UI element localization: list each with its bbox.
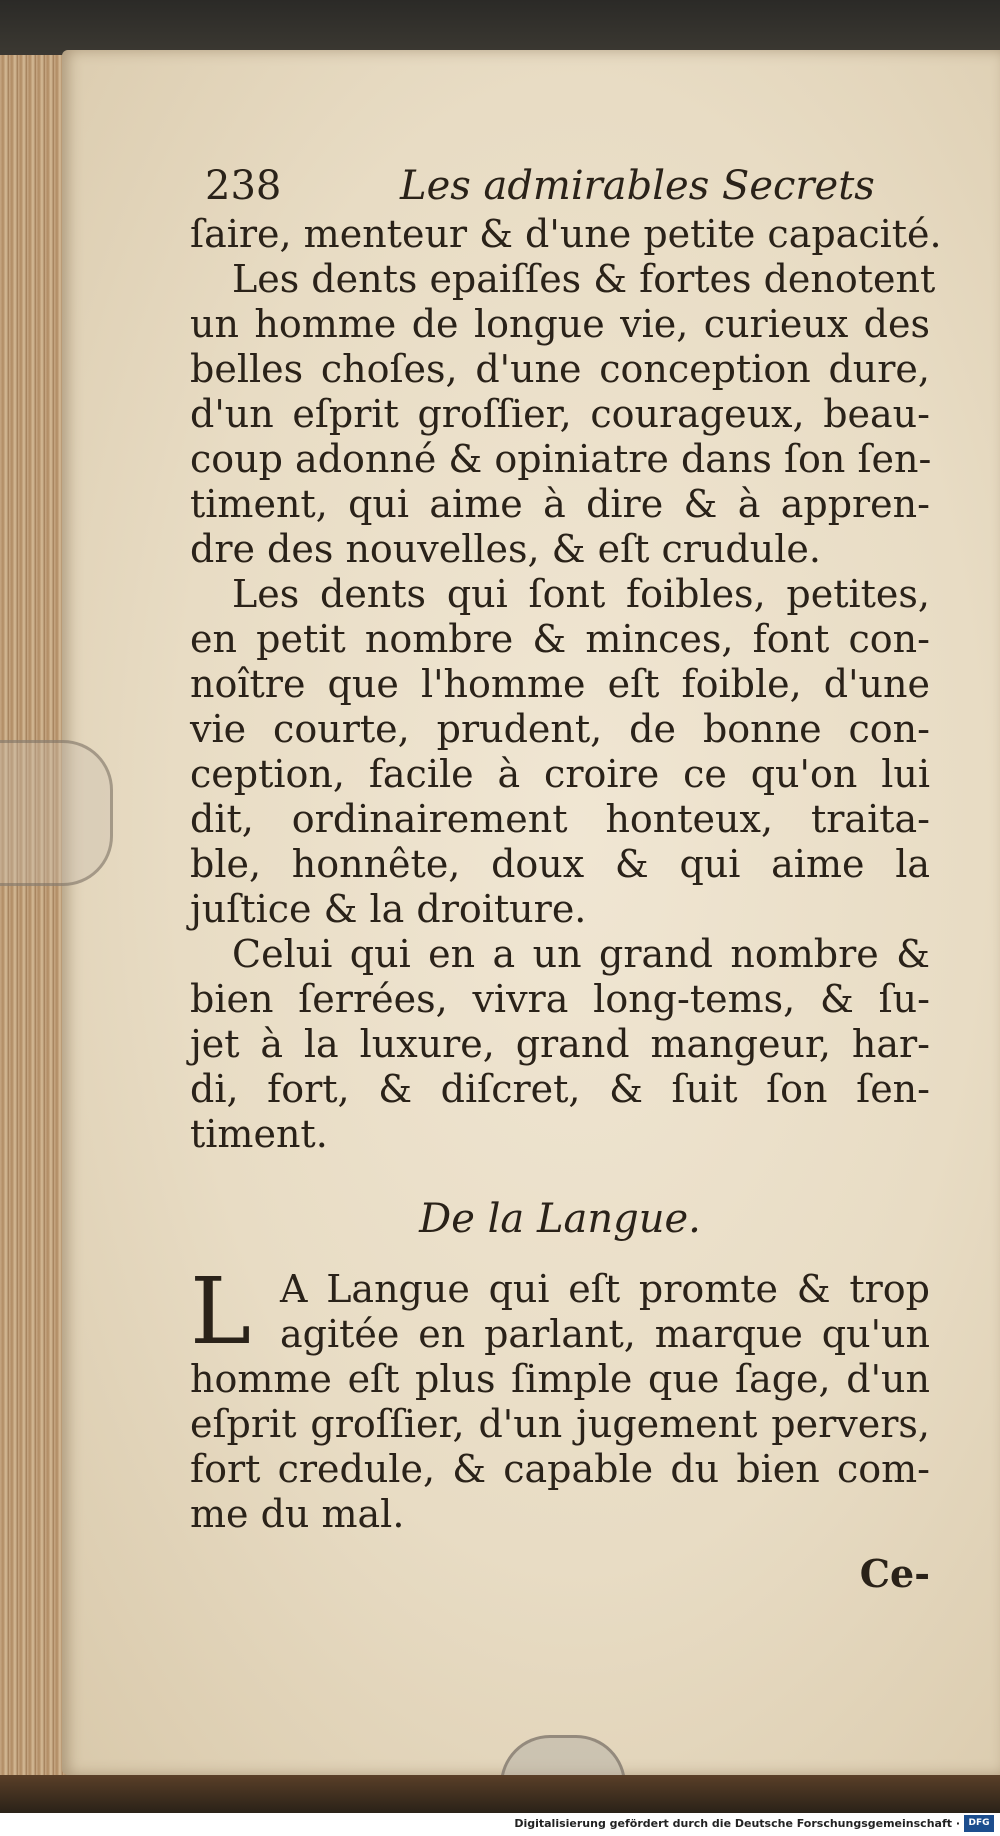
running-header	[190, 160, 950, 212]
paragraph-weak-teeth	[190, 572, 950, 932]
text-line: A Langue qui eſt promte & trop	[280, 1267, 930, 1311]
text-block	[190, 160, 950, 1596]
paragraph-thick-teeth	[190, 257, 950, 572]
text-line: noître que l'homme eſt foible, d'une	[190, 662, 930, 706]
text-line: vie courte, prudent, de bonne con-	[190, 707, 930, 751]
text-line: timent, qui aime à dire & à appren-	[190, 482, 930, 526]
text-line: bien ſerrées, vivra long-tems, & ſu-	[190, 977, 930, 1021]
text-line: Les dents qui ſont foibles, petites,	[232, 572, 930, 616]
text-line: homme eſt plus ſimple que ſage, d'un	[190, 1357, 930, 1401]
text-line: en petit nombre & minces, font con-	[190, 617, 930, 661]
dfg-logo: DFG	[964, 1815, 994, 1832]
text-line: dit, ordinairement honteux, traita-	[190, 797, 930, 841]
catchword: Ce-	[859, 1551, 930, 1596]
text-line: ble, honnête, doux & qui aime la	[190, 842, 930, 886]
paragraph-continuation	[190, 212, 950, 257]
text-line: ception, facile à croire ce qu'on lui	[190, 752, 930, 796]
text-line: jet à la luxure, grand mangeur, har-	[190, 1022, 930, 1066]
clasp-mark-left	[0, 740, 113, 886]
text-line: coup adonné & opiniatre dans ſon ſen-	[190, 437, 932, 481]
text-line: dre des nouvelles, & eſt crudule.	[190, 527, 821, 571]
binding-band-bottom	[0, 1775, 1000, 1813]
text-line: Celui qui en a un grand nombre &	[232, 932, 930, 976]
text-line: di, fort, & diſcret, & ſuit ſon ſen-	[190, 1067, 930, 1111]
text-line: timent.	[190, 1112, 328, 1156]
text-line: eſprit groſſier, d'un jugement pervers,	[190, 1402, 930, 1446]
text-line: un homme de longue vie, curieux des	[190, 302, 930, 346]
running-title: Les admirables Secrets	[400, 163, 875, 209]
text-line: me du mal.	[190, 1492, 405, 1536]
text-line: d'un eſprit groſſier, courageux, beau-	[190, 392, 930, 436]
text-line: juſtice & la droiture.	[190, 887, 587, 931]
text-line: ſaire, menteur & d'une petite capacité.	[190, 212, 942, 256]
paragraph-many-teeth	[190, 932, 950, 1157]
text-line: fort credule, & capable du bien com-	[190, 1447, 930, 1491]
drop-cap: L	[190, 1258, 252, 1365]
section-heading: De la Langue.	[419, 1196, 701, 1242]
text-line: belles choſes, d'une conception dure,	[190, 347, 930, 391]
text-line: Les dents epaiſſes & fortes denotent	[232, 257, 936, 301]
text-line: agitée en parlant, marque qu'un	[280, 1312, 930, 1356]
paragraph-tongue	[190, 1258, 950, 1537]
funding-credit: Digitalisierung gefördert durch die Deutsche Forschungsgemeinschaft ·	[514, 1817, 960, 1830]
page-number: 238	[205, 163, 282, 209]
